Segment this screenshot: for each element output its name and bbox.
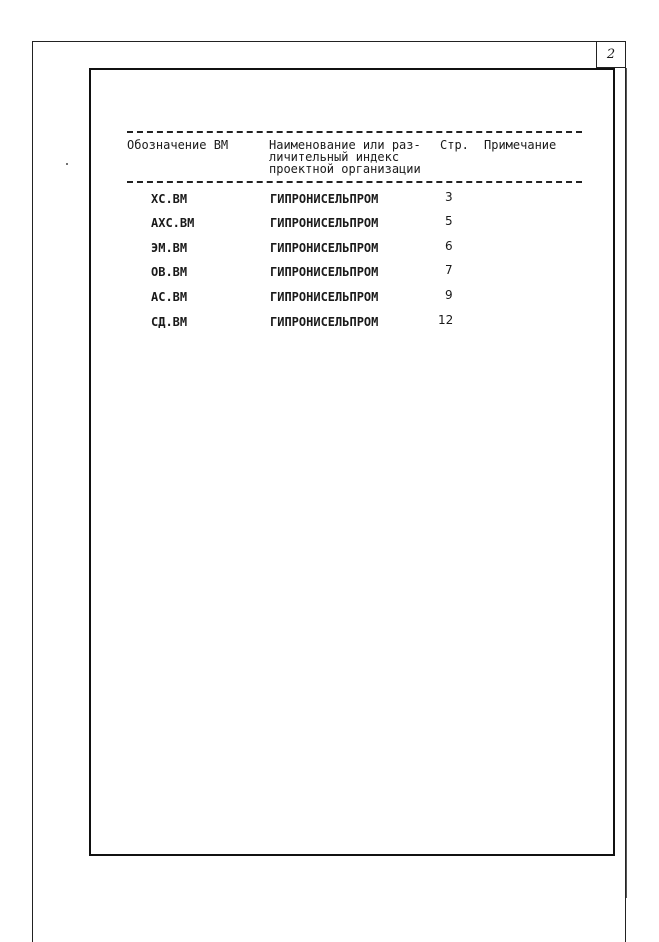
- row-page: 9: [445, 288, 453, 302]
- header-page: Стр.: [440, 138, 469, 152]
- row-page: 5: [445, 214, 453, 228]
- row-organization: ГИПРОНИСЕЛЬПРОМ: [270, 315, 379, 329]
- row-organization: ГИПРОНИСЕЛЬПРОМ: [270, 265, 379, 279]
- header-bottom-rule: [127, 181, 582, 183]
- sheet-edge-line: [626, 68, 627, 898]
- row-page: 3: [445, 190, 453, 204]
- row-code: СД.ВМ: [151, 315, 188, 329]
- header-designation: Обозначение ВМ: [127, 138, 229, 152]
- row-page: 7: [445, 263, 453, 277]
- row-code: ОВ.ВМ: [151, 265, 188, 279]
- row-code: АС.ВМ: [151, 290, 188, 304]
- header-name-line-2: личительный индекс: [269, 150, 400, 164]
- row-code: АХС.ВМ: [151, 216, 195, 230]
- page-number: 2: [596, 41, 625, 68]
- row-organization: ГИПРОНИСЕЛЬПРОМ: [270, 216, 379, 230]
- row-code: ХС.ВМ: [151, 192, 188, 206]
- row-page: 6: [445, 239, 453, 253]
- row-organization: ГИПРОНИСЕЛЬПРОМ: [270, 290, 379, 304]
- header-top-rule: [127, 131, 582, 133]
- header-name-line-1: Наименование или раз-: [269, 138, 421, 152]
- scan-speck: [66, 163, 68, 165]
- row-code: ЭМ.ВМ: [151, 241, 188, 255]
- row-page: 12: [438, 313, 454, 327]
- row-organization: ГИПРОНИСЕЛЬПРОМ: [270, 192, 379, 206]
- header-name-line-3: проектной организации: [269, 162, 421, 176]
- header-note: Примечание: [484, 138, 557, 152]
- drawing-frame: [89, 68, 615, 856]
- row-organization: ГИПРОНИСЕЛЬПРОМ: [270, 241, 379, 255]
